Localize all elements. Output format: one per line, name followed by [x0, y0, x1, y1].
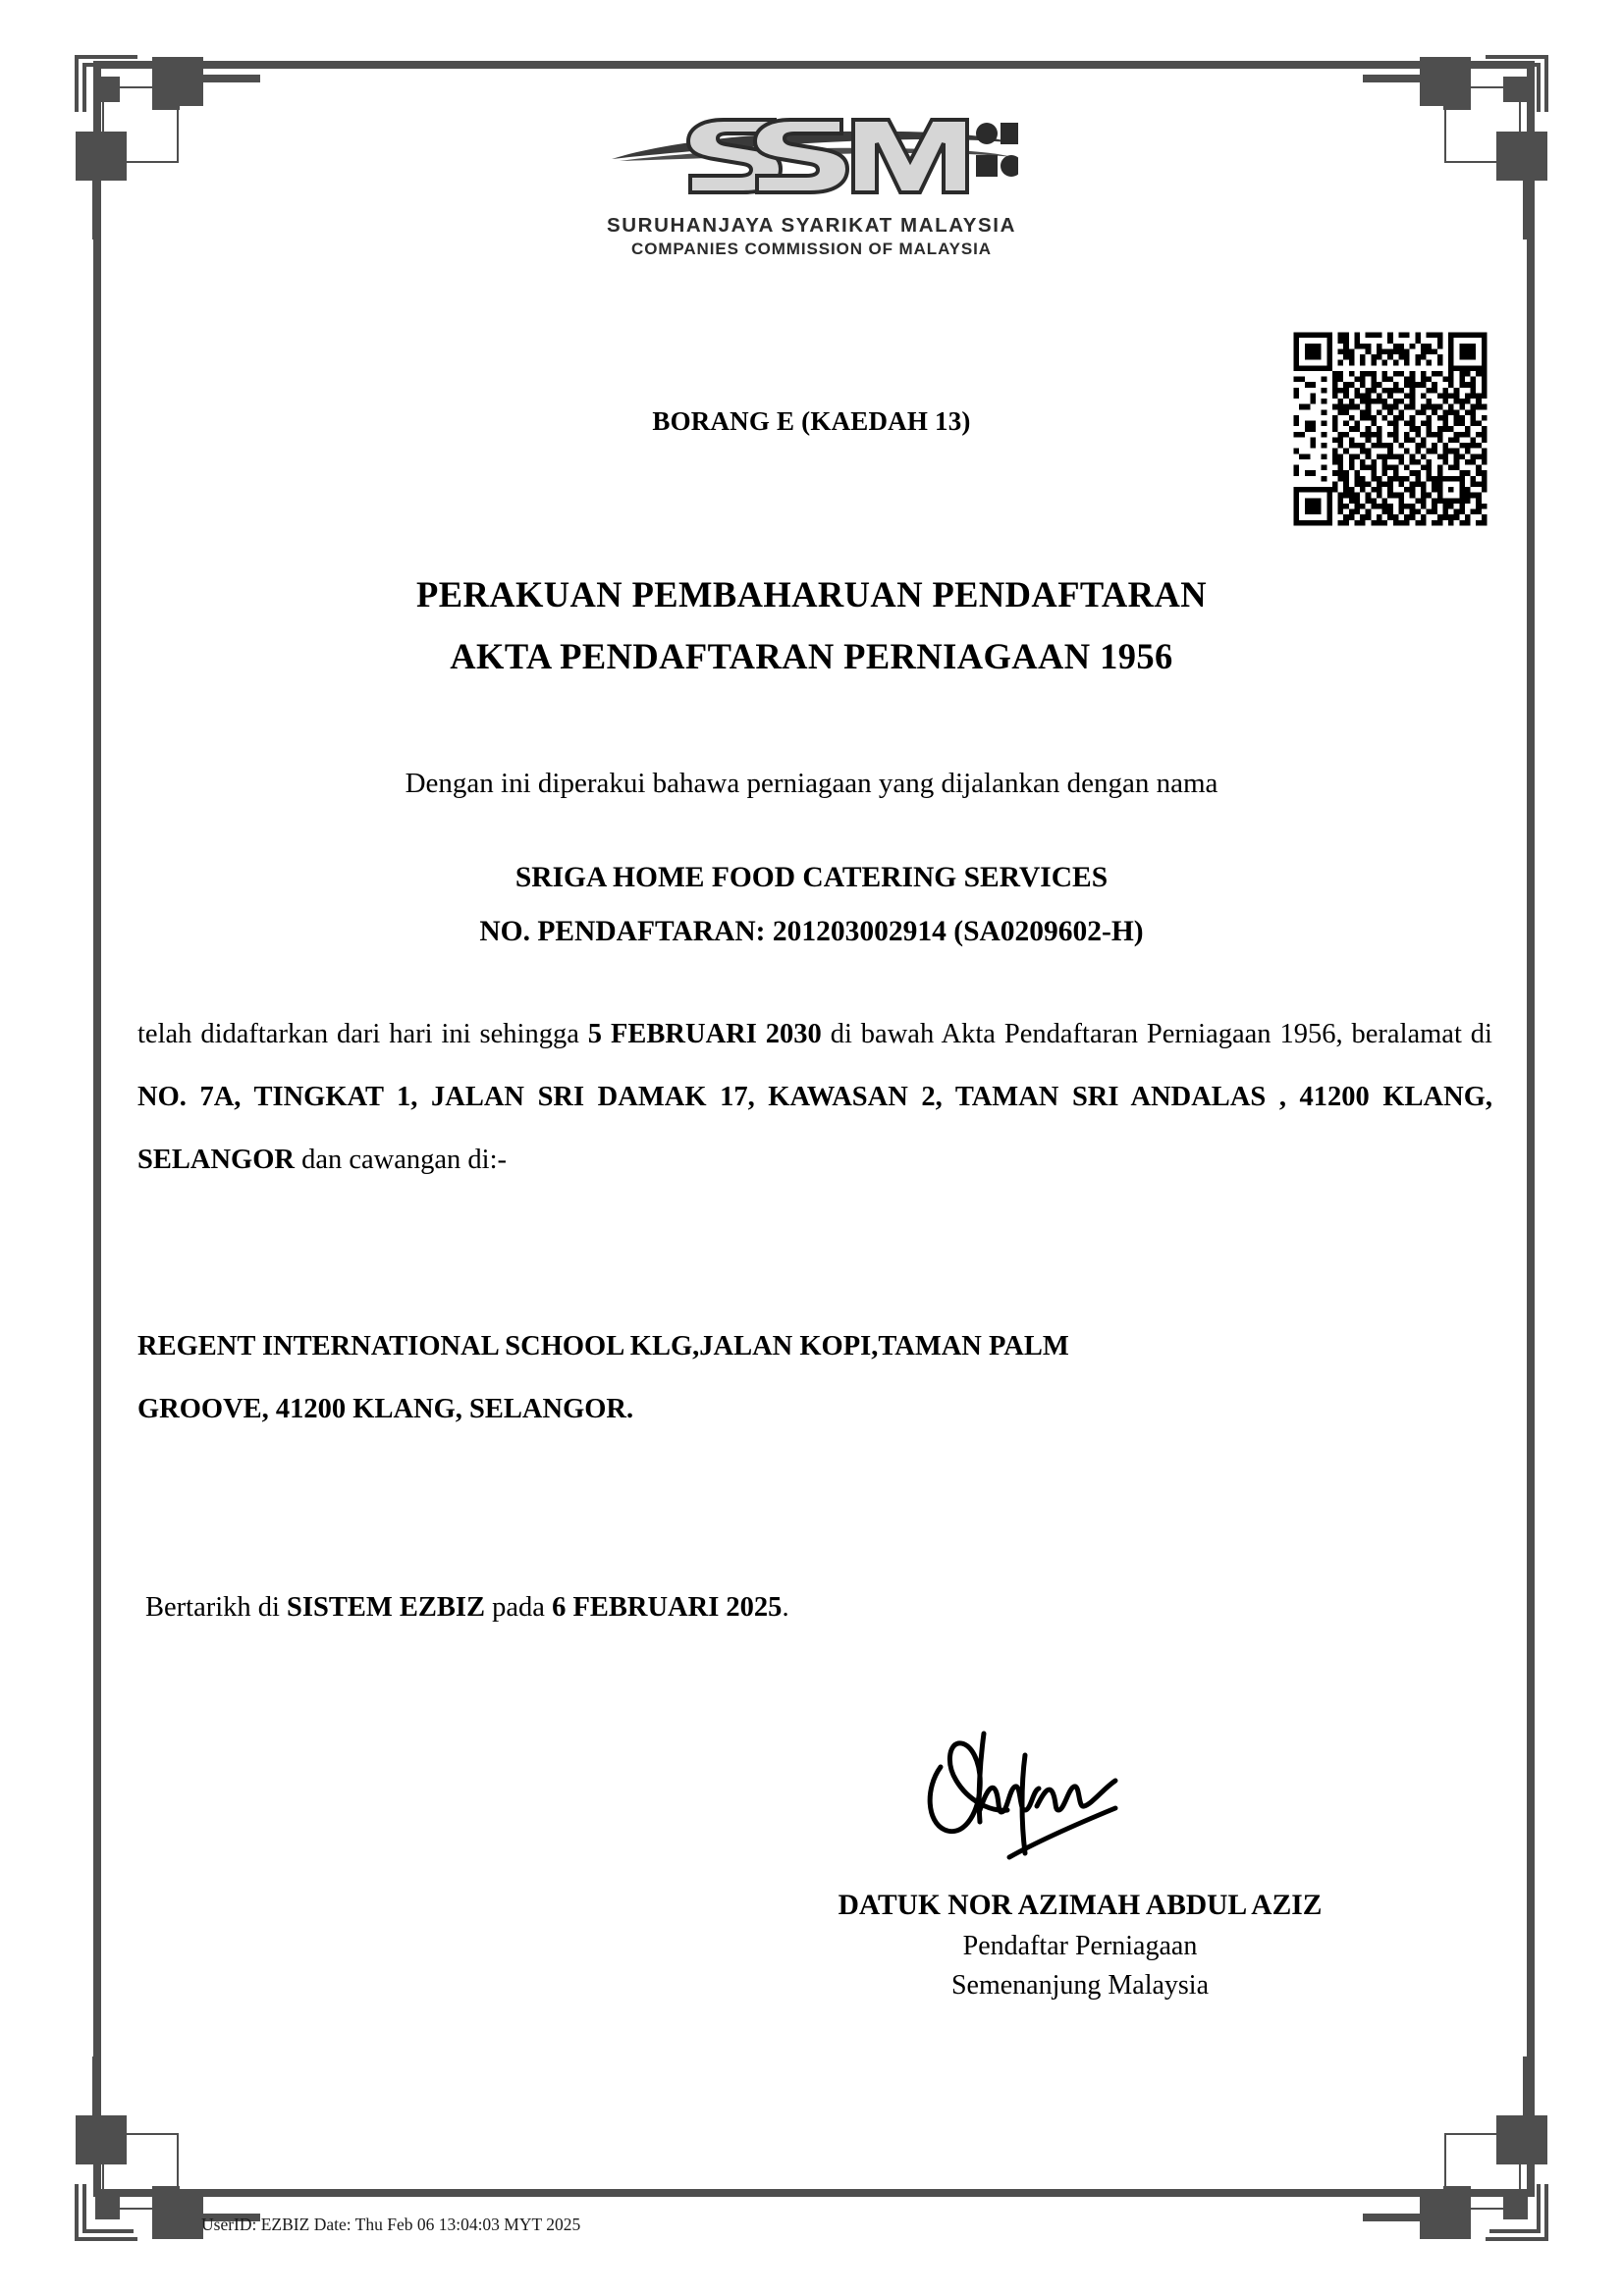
frame-border-left [93, 61, 101, 2197]
dated-system: SISTEM EZBIZ [287, 1592, 486, 1623]
paragraph-part-2: di bawah Akta Pendaftaran Perniagaan 1956, beralamat di [821, 1019, 1492, 1049]
title-line-1: PERAKUAN PEMBAHARUAN PENDAFTARAN [416, 574, 1207, 614]
paragraph-part-3: dan cawangan di:- [294, 1145, 507, 1175]
corner-ornament-bottom-right [1358, 2031, 1584, 2257]
footer-metadata: UserID: EZBIZ Date: Thu Feb 06 13:04:03 MYT 2025 [201, 2215, 581, 2234]
authority-name-ms: SURUHANJAYA SYARIKAT MALAYSIA [606, 214, 1016, 237]
form-code-heading: BORANG E (KAEDAH 13) [652, 406, 971, 436]
expiry-date: 5 FEBRUARI 2030 [587, 1019, 822, 1049]
business-name: SRIGA HOME FOOD CATERING SERVICES [514, 862, 1109, 893]
registrar-role-line-2: Semenanjung Malaysia [950, 1970, 1210, 2001]
branch-address-line-1: REGENT INTERNATIONAL SCHOOL KLG,JALAN KOPI,TAMAN PALM [137, 1331, 1069, 1362]
frame-border-bottom [93, 2189, 1535, 2197]
branch-address-line-2: GROOVE, 41200 KLANG, SELANGOR. [137, 1394, 634, 1424]
registrar-role-line-1: Pendaftar Perniagaan [962, 1931, 1198, 1961]
intro-text: Dengan ini diperakui bahawa perniagaan yang dijalankan dengan nama [405, 768, 1218, 799]
dated-line [145, 1592, 1422, 1624]
registrar-name: DATUK NOR AZIMAH ABDUL AZIZ [838, 1890, 1323, 1921]
frame-border-top [93, 61, 1535, 69]
dated-prefix: Bertarikh di [145, 1592, 288, 1623]
title-line-2: AKTA PENDAFTARAN PERNIAGAAN 1956 [450, 635, 1173, 676]
registration-paragraph [137, 1003, 1492, 1192]
dated-suffix: . [782, 1592, 789, 1623]
authority-logo-block [0, 106, 1623, 259]
dated-date: 6 FEBRUARI 2025 [552, 1592, 783, 1623]
signature-icon [923, 1720, 1178, 1867]
business-address: NO. 7A, TINGKAT 1, JALAN SRI DAMAK 17, KAWASAN 2, TAMAN SRI ANDALAS , 41200 KLANG, SELANGOR [137, 1082, 1492, 1175]
ssm-logo-icon [606, 106, 1018, 213]
branch-address-block [137, 1315, 1492, 1441]
business-registration-number: NO. PENDAFTARAN: 201203002914 (SA0209602-H) [479, 915, 1144, 947]
frame-border-right [1527, 61, 1535, 2197]
certificate-title [0, 574, 1623, 676]
paragraph-part-1: telah didaftarkan dari hari ini sehingga [137, 1019, 588, 1049]
dated-middle: pada [485, 1592, 553, 1623]
authority-name-en: COMPANIES COMMISSION OF MALAYSIA [631, 240, 992, 258]
business-identity-block [0, 864, 1623, 946]
